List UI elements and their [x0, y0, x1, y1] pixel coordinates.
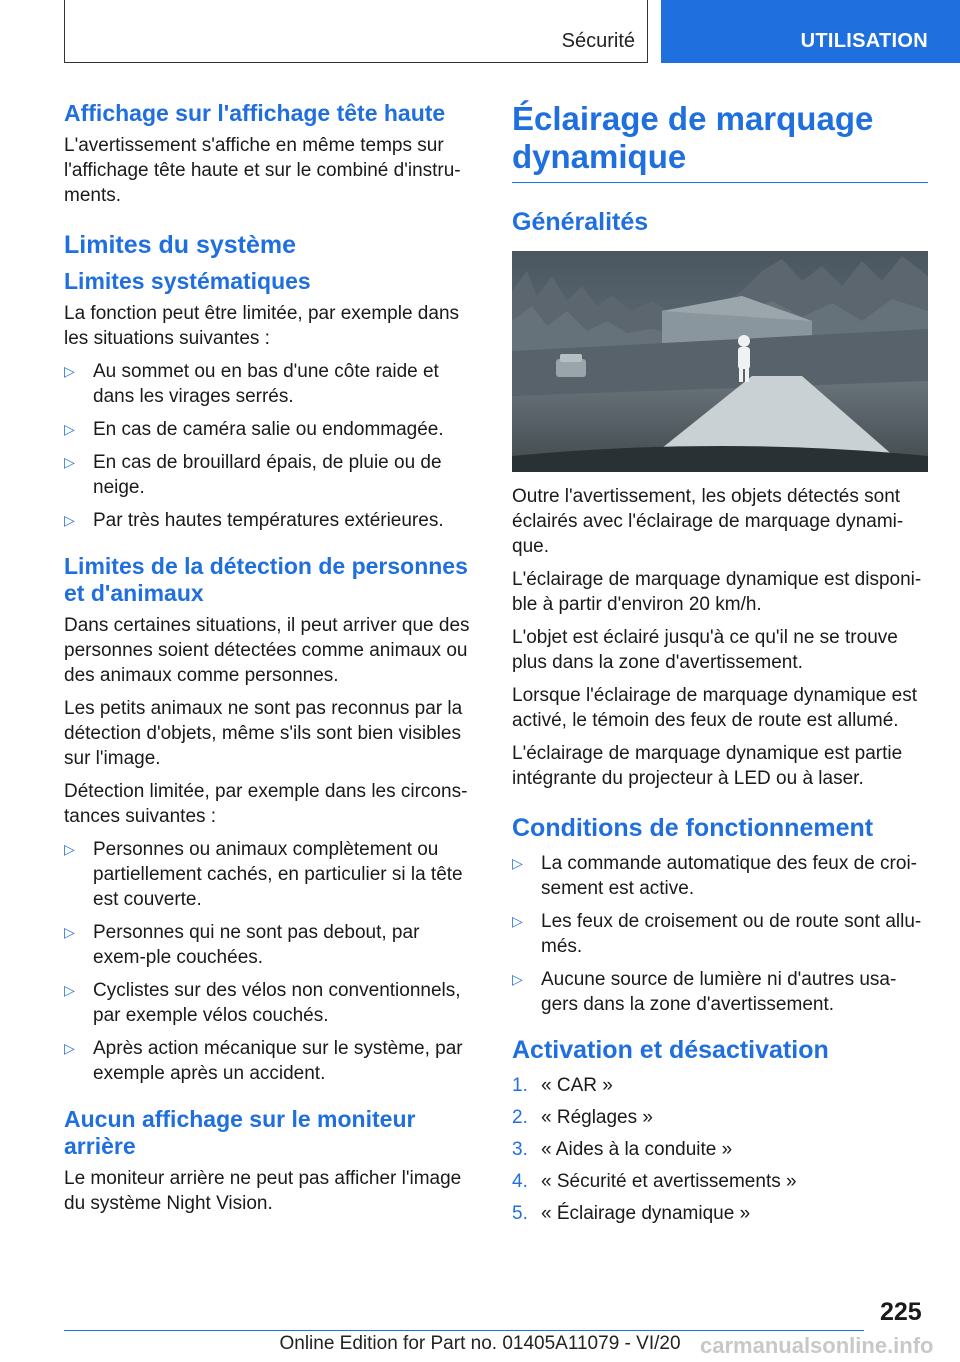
hud-paragraph: L'avertissement s'affiche en même temps sur l'affichage tête haute et sur le combiné d'instru-ments.	[64, 135, 461, 206]
systematic-intro: La fonction peut être limitée, par exemple dans les situations suivantes :	[64, 303, 460, 349]
detection-paragraph-3: Détection limitée, par exemple dans les circons-tances suivantes :	[64, 781, 468, 827]
step-item: 4. « Sécurité et avertissements »	[512, 1171, 797, 1192]
conditions-list	[512, 851, 928, 1017]
list-item: ▷ La commande automatique des feux de croi-sement est active.	[512, 853, 917, 899]
list-item: ▷ Aucune source de lumière ni d'autres usa-gers dans la zone d'avertissement.	[512, 969, 897, 1015]
systematic-limits-heading: Limites systématiques	[64, 268, 311, 294]
step-item: 5. « Éclairage dynamique »	[512, 1203, 751, 1224]
triangle-right-icon: ▷	[64, 363, 75, 379]
header-box	[64, 0, 648, 63]
triangle-right-icon: ▷	[512, 971, 523, 987]
conditions-heading: Conditions de fonctionnement	[512, 814, 874, 842]
list-item: ▷ Par très hautes températures extérieures.	[64, 510, 444, 531]
triangle-right-icon: ▷	[64, 982, 75, 998]
list-item: ▷ En cas de caméra salie ou endommagée.	[64, 419, 444, 440]
triangle-right-icon: ▷	[512, 855, 523, 871]
list-item: ▷ Personnes qui ne sont pas debout, par exem-ple couchées.	[64, 922, 420, 968]
triangle-right-icon: ▷	[64, 924, 75, 940]
rear-monitor-heading: Aucun affichage sur le moniteur arrière	[64, 1106, 416, 1159]
night-road-illustration	[512, 251, 928, 472]
list-item: ▷ Les feux de croisement ou de route sont allu-més.	[512, 911, 922, 957]
list-item: ▷ Personnes ou animaux complètement ou partiellement cachés, en particulier si la tête est couverte.	[64, 839, 463, 910]
activation-steps	[512, 1073, 928, 1226]
edition-footer: Online Edition for Part no. 01405A11079 - VI/20	[279, 1333, 681, 1354]
step-item: 3. « Aides à la conduite »	[512, 1139, 733, 1160]
chapter-tab[interactable]	[661, 0, 960, 63]
page-number: 225	[880, 1298, 922, 1326]
chapter-heading: Éclairage de marquage dynamique	[512, 100, 928, 183]
triangle-right-icon: ▷	[64, 454, 75, 470]
left-column	[64, 100, 476, 1224]
watermark: carmanualsonline.info	[700, 1333, 934, 1358]
triangle-right-icon: ▷	[64, 421, 75, 437]
hud-heading: Affichage sur l'affichage tête haute	[64, 100, 446, 126]
list-item: ▷ En cas de brouillard épais, de pluie ou de neige.	[64, 452, 442, 498]
right-column	[512, 100, 928, 1233]
triangle-right-icon: ▷	[64, 841, 75, 857]
activation-heading: Activation et désactivation	[512, 1036, 829, 1064]
general-paragraph-4: Lorsque l'éclairage de marquage dynamique est activé, le témoin des feux de route est allumé.	[512, 685, 917, 731]
general-paragraph-1: Outre l'avertissement, les objets détectés sont éclairés avec l'éclairage de marquage dynami-que.	[512, 486, 904, 557]
list-item: ▷ Après action mécanique sur le système, par exemple après un accident.	[64, 1038, 463, 1084]
triangle-right-icon: ▷	[512, 913, 523, 929]
systematic-list	[64, 359, 476, 533]
footer-divider	[64, 1330, 864, 1331]
triangle-right-icon: ▷	[64, 512, 75, 528]
general-heading: Généralités	[512, 208, 649, 236]
section-title: Sécurité	[561, 30, 635, 52]
step-item: 2. « Réglages »	[512, 1107, 653, 1128]
triangle-right-icon: ▷	[64, 1040, 75, 1056]
limits-heading: Limites du système	[64, 231, 297, 259]
detection-limits-heading: Limites de la détection de personnes et d'animaux	[64, 553, 468, 606]
general-paragraph-3: L'objet est éclairé jusqu'à ce qu'il ne se trouve plus dans la zone d'avertissement.	[512, 627, 898, 673]
general-paragraph-2: L'éclairage de marquage dynamique est disponi-ble à partir d'environ 20 km/h.	[512, 569, 922, 615]
step-item: 1. « CAR »	[512, 1075, 613, 1096]
detection-paragraph-1: Dans certaines situations, il peut arriver que des personnes soient détectées comme animaux ou des animaux comme personnes.	[64, 615, 470, 686]
list-item: ▷ Cyclistes sur des vélos non conventionnels, par exemple vélos couchés.	[64, 980, 461, 1026]
list-item: ▷ Au sommet ou en bas d'une côte raide et dans les virages serrés.	[64, 361, 439, 407]
rear-monitor-paragraph: Le moniteur arrière ne peut pas afficher l'image du système Night Vision.	[64, 1168, 462, 1214]
general-paragraph-5: L'éclairage de marquage dynamique est partie intégrante du projecteur à LED ou à laser.	[512, 743, 903, 789]
detection-paragraph-2: Les petits animaux ne sont pas reconnus par la détection d'objets, même s'ils sont bien visibles sur l'image.	[64, 698, 463, 769]
chapter-tab-label: UTILISATION	[800, 30, 928, 52]
detection-list	[64, 837, 476, 1086]
